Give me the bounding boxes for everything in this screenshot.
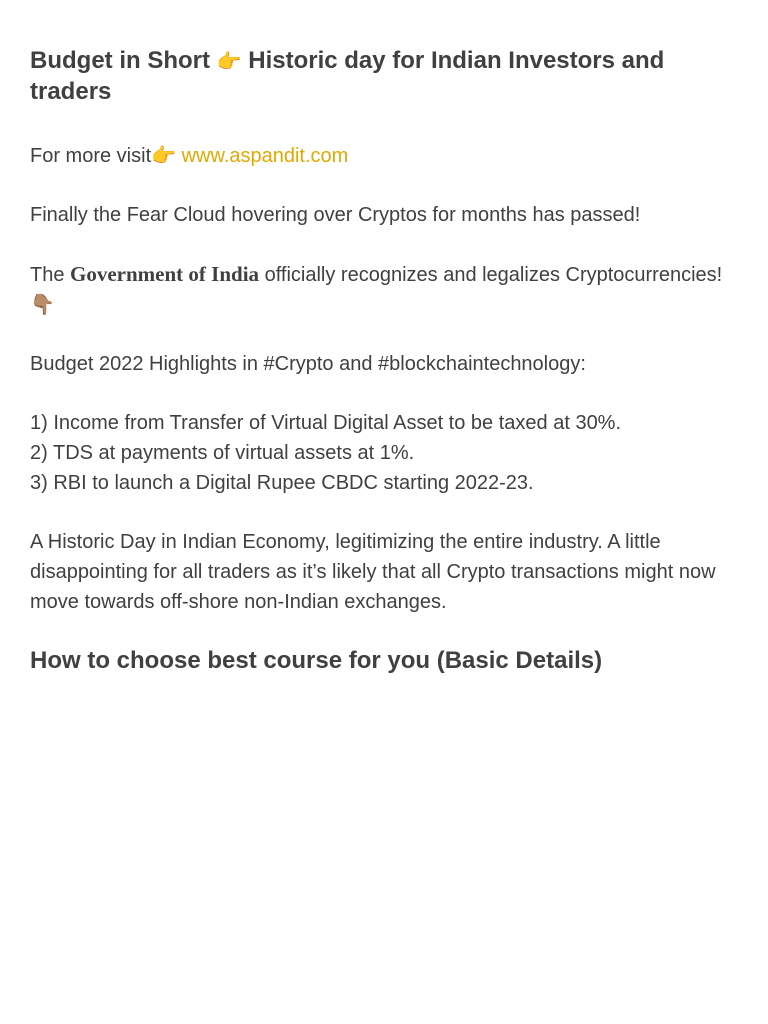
fear-cloud-paragraph: Finally the Fear Cloud hovering over Cryptos for months has passed! <box>30 204 641 226</box>
government-name: Government of India <box>70 262 260 286</box>
article-title <box>30 46 742 107</box>
list-item: 3) RBI to launch a Digital Rupee CBDC starting 2022-23. <box>30 472 534 494</box>
highlights-list <box>30 408 742 498</box>
list-item: 1) Income from Transfer of Virtual Digital Asset to be taxed at 30%. <box>30 412 622 434</box>
visit-prefix: For more visit <box>30 145 152 167</box>
section-heading: How to choose best course for you (Basic Details) <box>30 647 603 674</box>
gov-prefix: The <box>30 264 71 286</box>
pointing-right-icon: 👉 <box>151 145 177 167</box>
historic-day-paragraph: A Historic Day in Indian Economy, legitimizing the entire industry. A little disappointing for all traders as it’s likely that all Crypto transactions might now move towards off-shore non-Indian exchanges. <box>30 531 716 613</box>
title-text-start: Budget in Short <box>30 47 217 74</box>
website-link[interactable]: www.aspandit.com <box>176 145 349 167</box>
gov-suffix: officially recognizes and legalizes Cryptocurrencies! <box>259 264 723 286</box>
title-text-end: Historic day for Indian Investors and traders <box>30 47 665 105</box>
article <box>30 46 742 676</box>
pointing-down-icon: 👇🏽 <box>30 294 55 316</box>
government-paragraph <box>30 259 742 320</box>
visit-paragraph <box>30 141 742 171</box>
list-item: 2) TDS at payments of virtual assets at 1%. <box>30 442 415 464</box>
highlights-intro: Budget 2022 Highlights in #Crypto and #blockchaintechnology: <box>30 353 586 375</box>
pointing-right-icon: 👉 <box>216 51 242 73</box>
